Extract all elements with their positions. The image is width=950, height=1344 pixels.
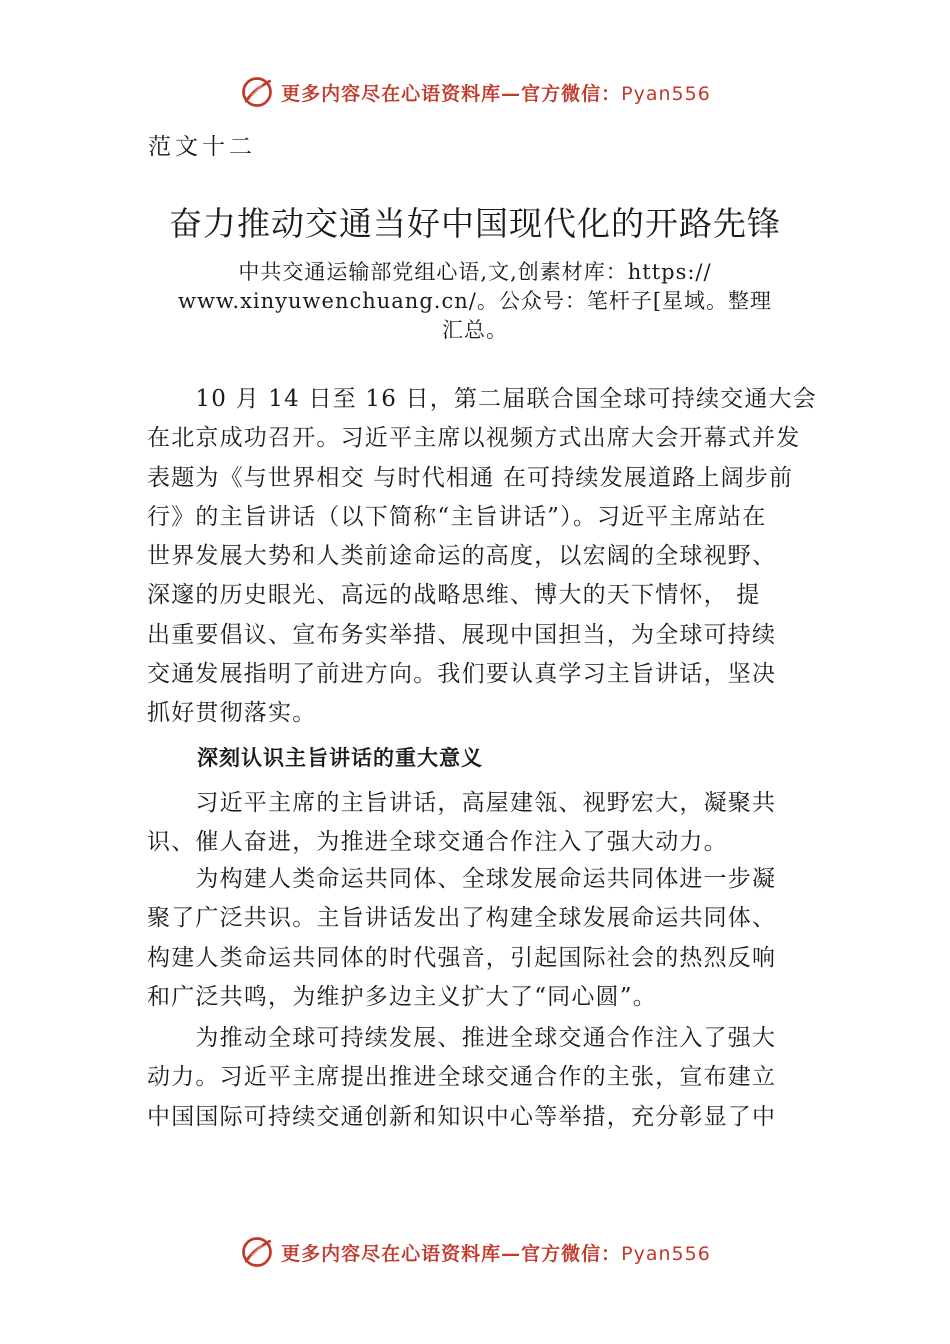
source-line: 汇总。 — [442, 318, 508, 342]
text-line: 10 月 14 日至 16 日，第二届联合国全球可持续交通大会 — [147, 386, 817, 412]
text-line: 聚了广泛共识。主旨讲话发出了构建全球发展命运共同体、 — [147, 905, 777, 932]
text-line: 深邃的历史眼光、高远的战略思维、博大的天下情怀， 提 — [147, 582, 761, 609]
text-line: 构建人类命运共同体的时代强音，引起国际社会的热烈反响 — [147, 944, 777, 971]
watermark-text: 更多内容尽在心语资料库—官方微信：Pyan556 — [281, 82, 711, 105]
text-line: 中国国际可持续交通创新和知识中心等举措，充分彰显了中 — [147, 1103, 777, 1130]
text-line: 世界发展大势和人类前途命运的高度，以宏阔的全球视野、 — [147, 543, 777, 570]
text-line: 和广泛共鸣，为维护多边主义扩大了“同心圆”。 — [147, 983, 657, 1010]
text-line: 为构建人类命运共同体、全球发展命运共同体进一步凝 — [147, 866, 777, 892]
brand-logo-icon — [239, 1234, 275, 1270]
watermark-banner-top — [0, 72, 950, 112]
paragraph-momentum — [147, 1019, 819, 1137]
source-note — [140, 258, 810, 345]
text-line: 行》的主旨讲话（以下简称“主旨讲话”）。习近平主席站在 — [147, 503, 767, 530]
text-line: 习近平主席的主旨讲话，高屋建瓴、视野宏大，凝聚共 — [147, 790, 777, 816]
page-title: 奋力推动交通当好中国现代化的开路先锋 — [169, 204, 781, 243]
text-line: 为推动全球可持续发展、推进全球交通合作注入了强大 — [147, 1025, 777, 1051]
text-line: 抓好贯彻落实。 — [147, 700, 317, 727]
source-line: 中共交通运输部党组心语,文,创素材库：https:// — [238, 260, 712, 284]
text-line: 出重要倡议、宣布务实举措、展现中国担当，为全球可持续 — [147, 621, 777, 648]
watermark-banner-bottom — [0, 1232, 950, 1272]
paragraph-significance — [147, 784, 819, 863]
brand-logo-icon — [239, 74, 275, 110]
text-line: 表题为《与世界相交 与时代相通 在可持续发展道路上阔步前 — [147, 464, 794, 491]
watermark-text: 更多内容尽在心语资料库—官方微信：Pyan556 — [281, 1242, 711, 1265]
paragraph-intro — [147, 380, 819, 734]
section-heading: 深刻认识主旨讲话的重大意义 — [197, 746, 483, 770]
doc-label: 范文十二 — [148, 134, 256, 160]
source-line: www.xinyuwenchuang.cn/。公众号：笔杆子[星域。整理 — [177, 289, 773, 313]
text-line: 识、催人奋进，为推进全球交通合作注入了强大动力。 — [147, 829, 728, 856]
text-line: 在北京成功召开。习近平主席以视频方式出席大会开幕式并发 — [147, 425, 801, 452]
text-line: 动力。习近平主席提出推进全球交通合作的主张，宣布建立 — [147, 1064, 777, 1091]
paragraph-consensus — [147, 860, 819, 1017]
text-line: 交通发展指明了前进方向。我们要认真学习主旨讲话，坚决 — [147, 661, 777, 688]
